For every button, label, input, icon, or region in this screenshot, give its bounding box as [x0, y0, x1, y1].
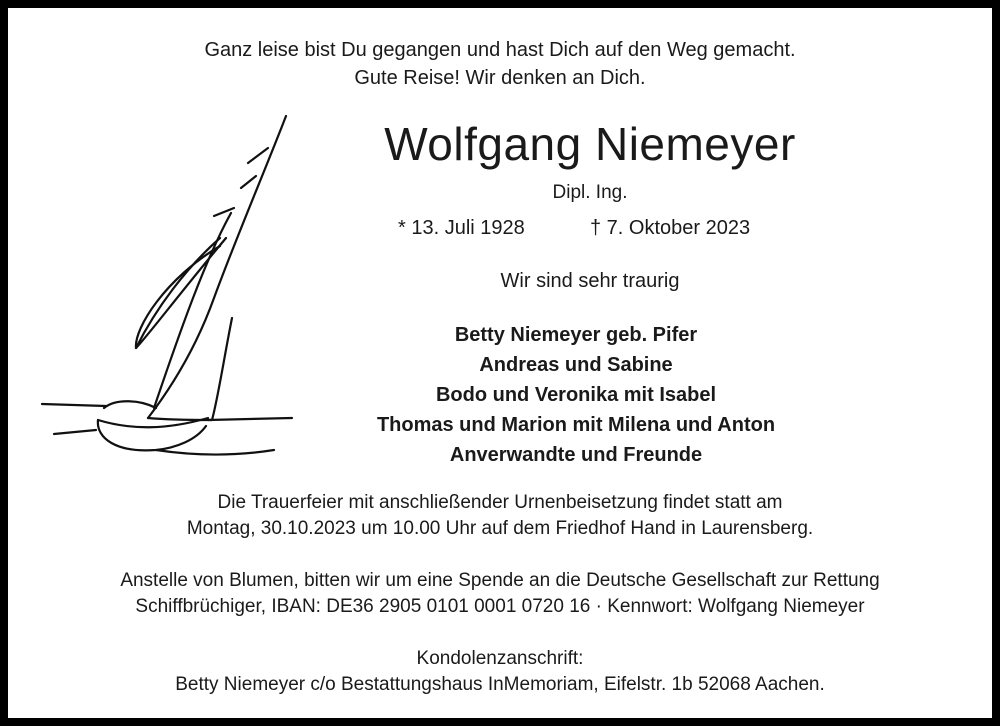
ceremony-line: Montag, 30.10.2023 um 10.00 Uhr auf dem Friedhof Hand in Laurensberg.: [186, 518, 814, 539]
donation-notice: [0, 568, 1000, 620]
quote-line: Ganz leise bist Du gegangen und hast Dich auf den Weg gemacht.: [204, 39, 796, 61]
family-member: Andreas und Sabine: [479, 354, 673, 376]
family-list: [276, 320, 876, 470]
ceremony-notice: [0, 490, 1000, 542]
academic-title: Dipl. Ing.: [552, 182, 628, 203]
family-member: Thomas und Marion mit Milena und Anton: [376, 414, 776, 436]
sailboat-icon: [36, 108, 296, 468]
donation-line: Anstelle von Blumen, bitten wir um eine Spende an die Deutsche Gesellschaft zur Rettung: [120, 570, 880, 591]
mourning-statement: Wir sind sehr traurig: [500, 270, 680, 292]
birth-date: * 13. Juli 1928: [398, 217, 525, 239]
condolence-address-line: Betty Niemeyer c/o Bestattungshaus InMemoriam, Eifelstr. 1b 52068 Aachen.: [175, 674, 825, 695]
ceremony-line: Die Trauerfeier mit anschließender Urnenbeisetzung findet statt am: [217, 492, 783, 513]
donation-line: Schiffbrüchiger, IBAN: DE36 2905 0101 0001 0720 16 · Kennwort: Wolfgang Niemeyer: [135, 596, 865, 617]
quote-line: Gute Reise! Wir denken an Dich.: [354, 67, 646, 89]
deceased-name: Wolfgang Niemeyer: [384, 118, 796, 170]
opening-quote: [0, 36, 1000, 92]
family-member: Betty Niemeyer geb. Pifer: [454, 324, 698, 346]
condolence-address: [0, 646, 1000, 698]
condolence-heading: Kondolenzanschrift:: [416, 648, 584, 669]
family-member: Anverwandte und Freunde: [449, 444, 703, 466]
death-date: † 7. Oktober 2023: [590, 217, 751, 239]
family-member: Bodo und Veronika mit Isabel: [435, 384, 717, 406]
